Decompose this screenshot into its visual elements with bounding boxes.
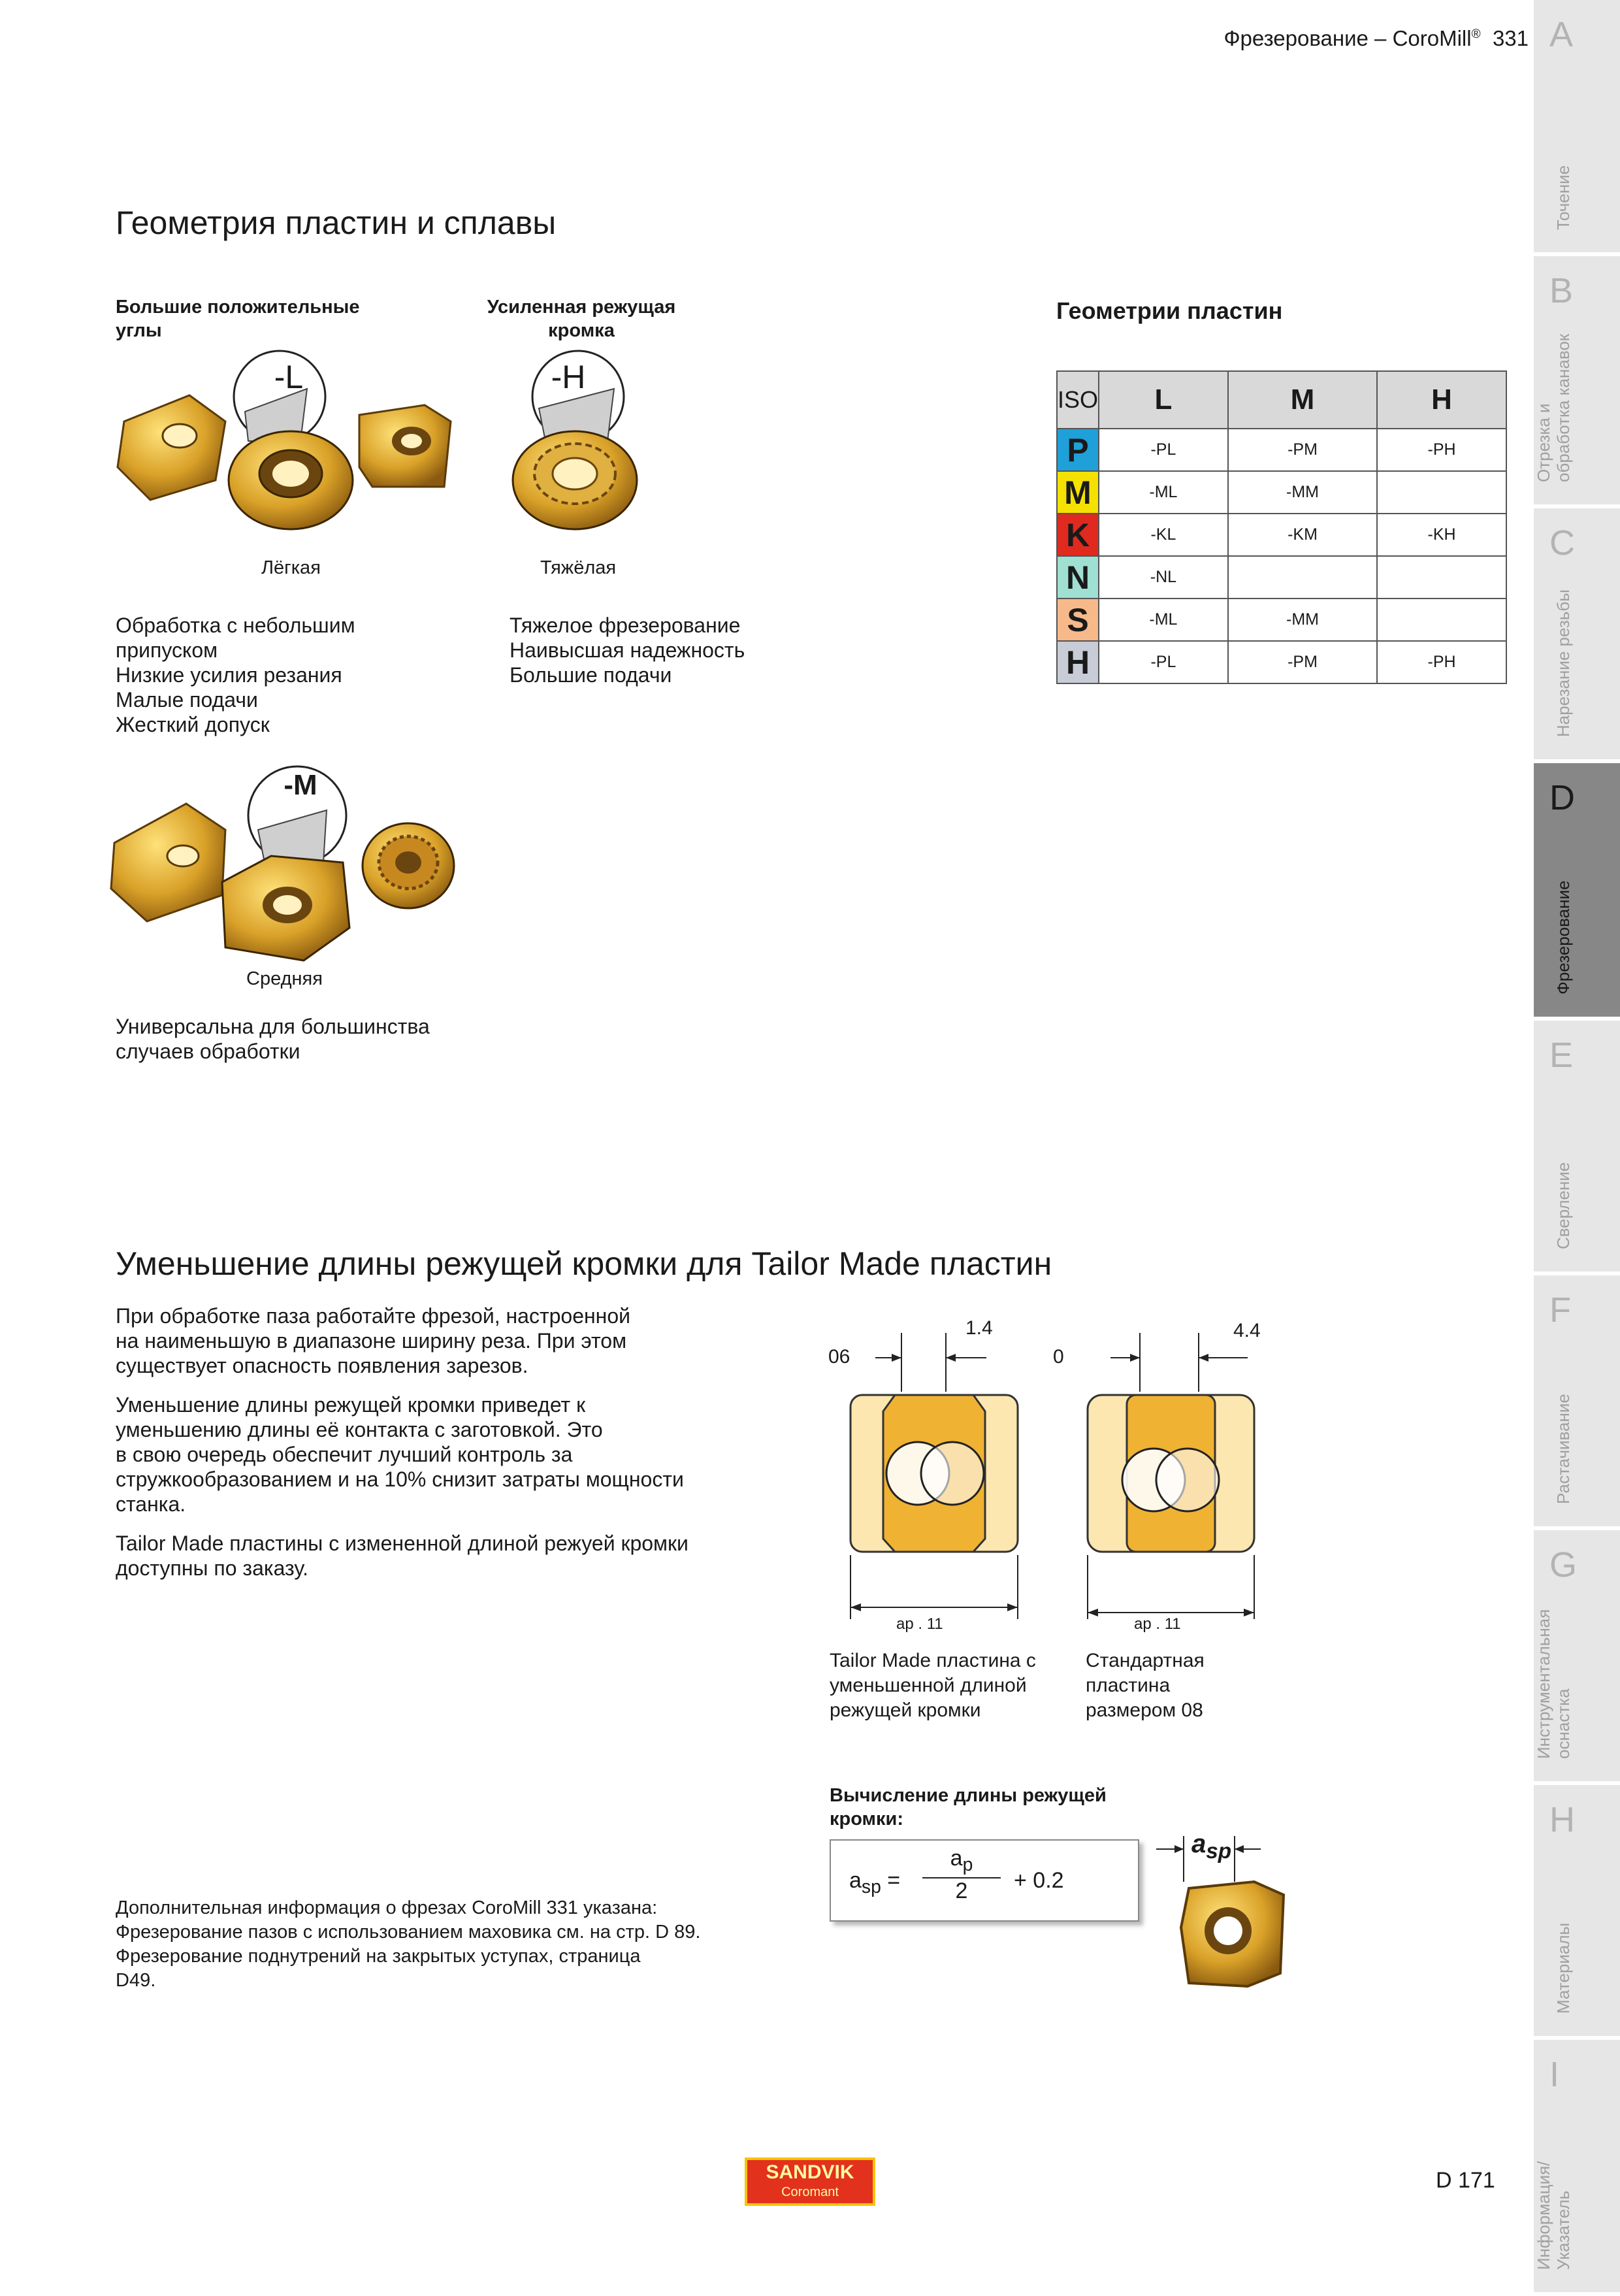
table-cell: -PL bbox=[1099, 429, 1228, 471]
table-row bbox=[1057, 429, 1506, 471]
table-row bbox=[1057, 556, 1506, 599]
insert2-dim-top: 4.4 bbox=[1233, 1320, 1261, 1341]
table-row bbox=[1057, 514, 1506, 556]
tab-letter: F bbox=[1549, 1290, 1571, 1330]
text-line: При обработке паза работайте фрезой, настроенной bbox=[116, 1304, 631, 1328]
iso-code-cell: K bbox=[1057, 514, 1099, 556]
table-row bbox=[1057, 471, 1506, 514]
insert1-bottom-label: ap . 11 bbox=[896, 1615, 943, 1633]
text-line: Уменьшение длины режущей кромки приведет к bbox=[116, 1393, 586, 1417]
table-cell: -ML bbox=[1099, 471, 1228, 514]
insert2-bottom-label: ap . 11 bbox=[1134, 1615, 1181, 1633]
table-cell: -KM bbox=[1228, 514, 1377, 556]
light-badge: -L bbox=[274, 359, 304, 395]
tab-label: Информация/ Указатель bbox=[1534, 2161, 1573, 2270]
tab-letter: B bbox=[1549, 271, 1574, 310]
table-cell: -KH bbox=[1377, 514, 1506, 556]
table-cell: -PH bbox=[1377, 641, 1506, 683]
description-line: Тяжелое фрезерование bbox=[510, 614, 741, 637]
tab-label: Нарезание резьбы bbox=[1553, 589, 1573, 737]
text-line: Tailor Made пластины с измененной длиной режуей кромки bbox=[116, 1532, 688, 1555]
description-line: Жесткий допуск bbox=[116, 713, 270, 736]
table-row bbox=[1057, 641, 1506, 683]
formula-var: a bbox=[849, 1868, 862, 1893]
caption-line: кромка bbox=[548, 320, 615, 341]
caption-line: пластина bbox=[1086, 1675, 1171, 1696]
iso-code-cell: M bbox=[1057, 471, 1099, 514]
standard-insert bbox=[1088, 1333, 1254, 1619]
section-title-geometry: Геометрия пластин и сплавы bbox=[116, 205, 557, 241]
light-description bbox=[116, 613, 355, 737]
table-header-cell: L bbox=[1099, 371, 1228, 429]
table-cell bbox=[1377, 471, 1506, 514]
table-cell: -MM bbox=[1228, 599, 1377, 641]
tab-label: Фрезерование bbox=[1553, 880, 1573, 994]
formula-box bbox=[830, 1839, 1139, 1922]
insert1-caption bbox=[830, 1648, 1036, 1723]
formula-denominator: 2 bbox=[955, 1878, 968, 1903]
text-line: на наименьшую в диапазоне ширину реза. При этом bbox=[116, 1329, 627, 1353]
caption-line: Большие положительные bbox=[116, 297, 360, 318]
caption-line: Вычисление длины режущей bbox=[830, 1785, 1107, 1806]
formula-lhs: $a_{sp}$ = bbox=[849, 1868, 901, 1897]
description-line: Малые подачи bbox=[116, 688, 258, 712]
asp-var: a bbox=[1191, 1829, 1207, 1858]
tab-d[interactable] bbox=[1534, 763, 1620, 1021]
formula-var: a bbox=[950, 1846, 963, 1871]
table-header-row bbox=[1057, 371, 1506, 429]
iso-code-cell: N bbox=[1057, 556, 1099, 599]
text-line: уменьшению длины её контакта с заготовкой. Это bbox=[116, 1418, 603, 1441]
table-cell: -PH bbox=[1377, 429, 1506, 471]
text-line: стружкообразованием и на 10% снизит затраты мощности bbox=[116, 1468, 684, 1491]
caption-line: размером 08 bbox=[1086, 1699, 1203, 1721]
tab-letter: D bbox=[1549, 778, 1575, 817]
sandvik-logo bbox=[745, 2157, 875, 2206]
calc-title bbox=[830, 1784, 1107, 1831]
geometry-table bbox=[1056, 370, 1507, 684]
table-cell: -ML bbox=[1099, 599, 1228, 641]
light-caption bbox=[116, 295, 360, 342]
description-line: Наивысшая надежность bbox=[510, 638, 745, 662]
logo-text-top: SANDVIK bbox=[766, 2161, 854, 2183]
tab-label: Материалы bbox=[1553, 1922, 1573, 2014]
formula-fraction bbox=[922, 1846, 1001, 1904]
header-text: Фрезерование – CoroMill bbox=[1223, 26, 1472, 50]
table-row bbox=[1057, 599, 1506, 641]
note-line: Фрезерование пазов с использованием маховика см. на стр. D 89. bbox=[116, 1922, 701, 1943]
header-reg: ® bbox=[1471, 27, 1481, 41]
tailor-made-paragraphs bbox=[116, 1304, 802, 1595]
medium-badge: -M bbox=[284, 769, 317, 801]
table-header-cell: ISO bbox=[1057, 371, 1099, 429]
tab-e[interactable] bbox=[1534, 1021, 1620, 1275]
tab-label: Растачивание bbox=[1553, 1394, 1573, 1504]
description-line: случаев обработки bbox=[116, 1040, 300, 1063]
additional-info-note bbox=[116, 1896, 700, 1993]
caption-line: режущей кромки bbox=[830, 1699, 981, 1721]
tab-label: Сверление bbox=[1553, 1162, 1573, 1249]
iso-code-cell: S bbox=[1057, 599, 1099, 641]
table-cell bbox=[1377, 556, 1506, 599]
table-cell: -MM bbox=[1228, 471, 1377, 514]
text-line: станка. bbox=[116, 1492, 186, 1516]
tab-c[interactable] bbox=[1534, 508, 1620, 763]
note-line: D49. bbox=[116, 1970, 156, 1991]
iso-code-cell: H bbox=[1057, 641, 1099, 683]
formula-sub: p bbox=[962, 1854, 973, 1875]
description-line: Низкие усилия резания bbox=[116, 663, 342, 687]
formula-numerator bbox=[922, 1846, 1001, 1878]
text-line: в свою очередь обеспечит лучший контроль за bbox=[116, 1443, 573, 1466]
caption-line: углы bbox=[116, 320, 162, 341]
insert1-left-label: 06 bbox=[828, 1346, 850, 1368]
caption-line: кромки: bbox=[830, 1809, 904, 1829]
heavy-badge: -H bbox=[551, 359, 586, 395]
asp-label bbox=[1191, 1829, 1231, 1864]
light-name-label: Лёгкая bbox=[261, 557, 321, 578]
table-cell: -PM bbox=[1228, 641, 1377, 683]
heavy-description bbox=[510, 613, 745, 687]
text-line: доступны по заказу. bbox=[116, 1556, 308, 1580]
asp-sub: sp bbox=[1206, 1839, 1232, 1863]
insert1-dim-top: 1.4 bbox=[965, 1317, 993, 1339]
section-title-tailor-made: Уменьшение длины режущей кромки для Tailor Made пластин bbox=[116, 1245, 1052, 1282]
paragraph bbox=[116, 1304, 802, 1378]
tab-letter: I bbox=[1549, 2055, 1560, 2094]
medium-name-label: Средняя bbox=[246, 968, 323, 989]
caption-line: Стандартная bbox=[1086, 1650, 1205, 1671]
logo-text-bottom: Coromant bbox=[781, 2185, 839, 2199]
tab-letter: A bbox=[1549, 15, 1574, 54]
tab-b[interactable] bbox=[1534, 256, 1620, 508]
table-header-cell: H bbox=[1377, 371, 1506, 429]
tailor-made-insert bbox=[850, 1333, 1018, 1619]
iso-code-cell: P bbox=[1057, 429, 1099, 471]
tab-label: Инструментальная оснастка bbox=[1534, 1609, 1573, 1759]
page-header bbox=[1110, 26, 1529, 51]
insert2-caption bbox=[1086, 1648, 1205, 1723]
header-number: 331 bbox=[1492, 26, 1529, 50]
formula-tail: + 0.2 bbox=[1014, 1868, 1064, 1893]
description-line: Универсальна для большинства bbox=[116, 1015, 430, 1038]
table-cell bbox=[1228, 556, 1377, 599]
paragraph bbox=[116, 1392, 802, 1517]
formula-sub: sp bbox=[861, 1876, 881, 1897]
heavy-caption bbox=[483, 295, 679, 342]
table-cell: -PM bbox=[1228, 429, 1377, 471]
tab-label: Точение bbox=[1553, 165, 1573, 230]
description-line: Обработка с небольшим bbox=[116, 614, 355, 637]
text-line: существует опасность появления зарезов. bbox=[116, 1354, 528, 1377]
description-line: Большие подачи bbox=[510, 663, 672, 687]
tab-letter: E bbox=[1549, 1036, 1574, 1075]
insert2-left-label: 0 bbox=[1053, 1346, 1064, 1368]
page-number: D 171 bbox=[1436, 2168, 1495, 2193]
medium-description bbox=[116, 1014, 430, 1064]
table-cell: -NL bbox=[1099, 556, 1228, 599]
table-cell: -KL bbox=[1099, 514, 1228, 556]
tab-letter: C bbox=[1549, 523, 1575, 563]
caption-line: уменьшенной длиной bbox=[830, 1675, 1027, 1696]
tab-h[interactable] bbox=[1534, 1785, 1620, 2040]
table-header-cell: M bbox=[1228, 371, 1377, 429]
caption-line: Усиленная режущая bbox=[487, 297, 676, 318]
paragraph bbox=[116, 1531, 802, 1581]
tab-letter: H bbox=[1549, 1800, 1575, 1839]
geo-table-title: Геометрии пластин bbox=[1056, 297, 1283, 324]
table-cell bbox=[1377, 599, 1506, 641]
table-cell: -PL bbox=[1099, 641, 1228, 683]
heavy-name-label: Тяжёлая bbox=[540, 557, 617, 578]
tab-f[interactable] bbox=[1534, 1275, 1620, 1530]
insert-comparison-diagram bbox=[823, 1307, 1267, 1633]
tab-letter: G bbox=[1549, 1545, 1578, 1584]
note-line: Дополнительная информация о фрезах CoroMill 331 указана: bbox=[116, 1897, 658, 1918]
tab-i[interactable] bbox=[1534, 2040, 1620, 2296]
note-line: Фрезерование поднутрений на закрытых уступах, страница bbox=[116, 1946, 641, 1967]
tab-g[interactable] bbox=[1534, 1530, 1620, 1785]
tab-a[interactable] bbox=[1534, 0, 1620, 256]
chapter-sidebar bbox=[1534, 0, 1620, 2292]
caption-line: Tailor Made пластина с bbox=[830, 1650, 1036, 1671]
tab-label: Отрезка и обработка канавок bbox=[1534, 333, 1573, 482]
description-line: припуском bbox=[116, 638, 218, 662]
